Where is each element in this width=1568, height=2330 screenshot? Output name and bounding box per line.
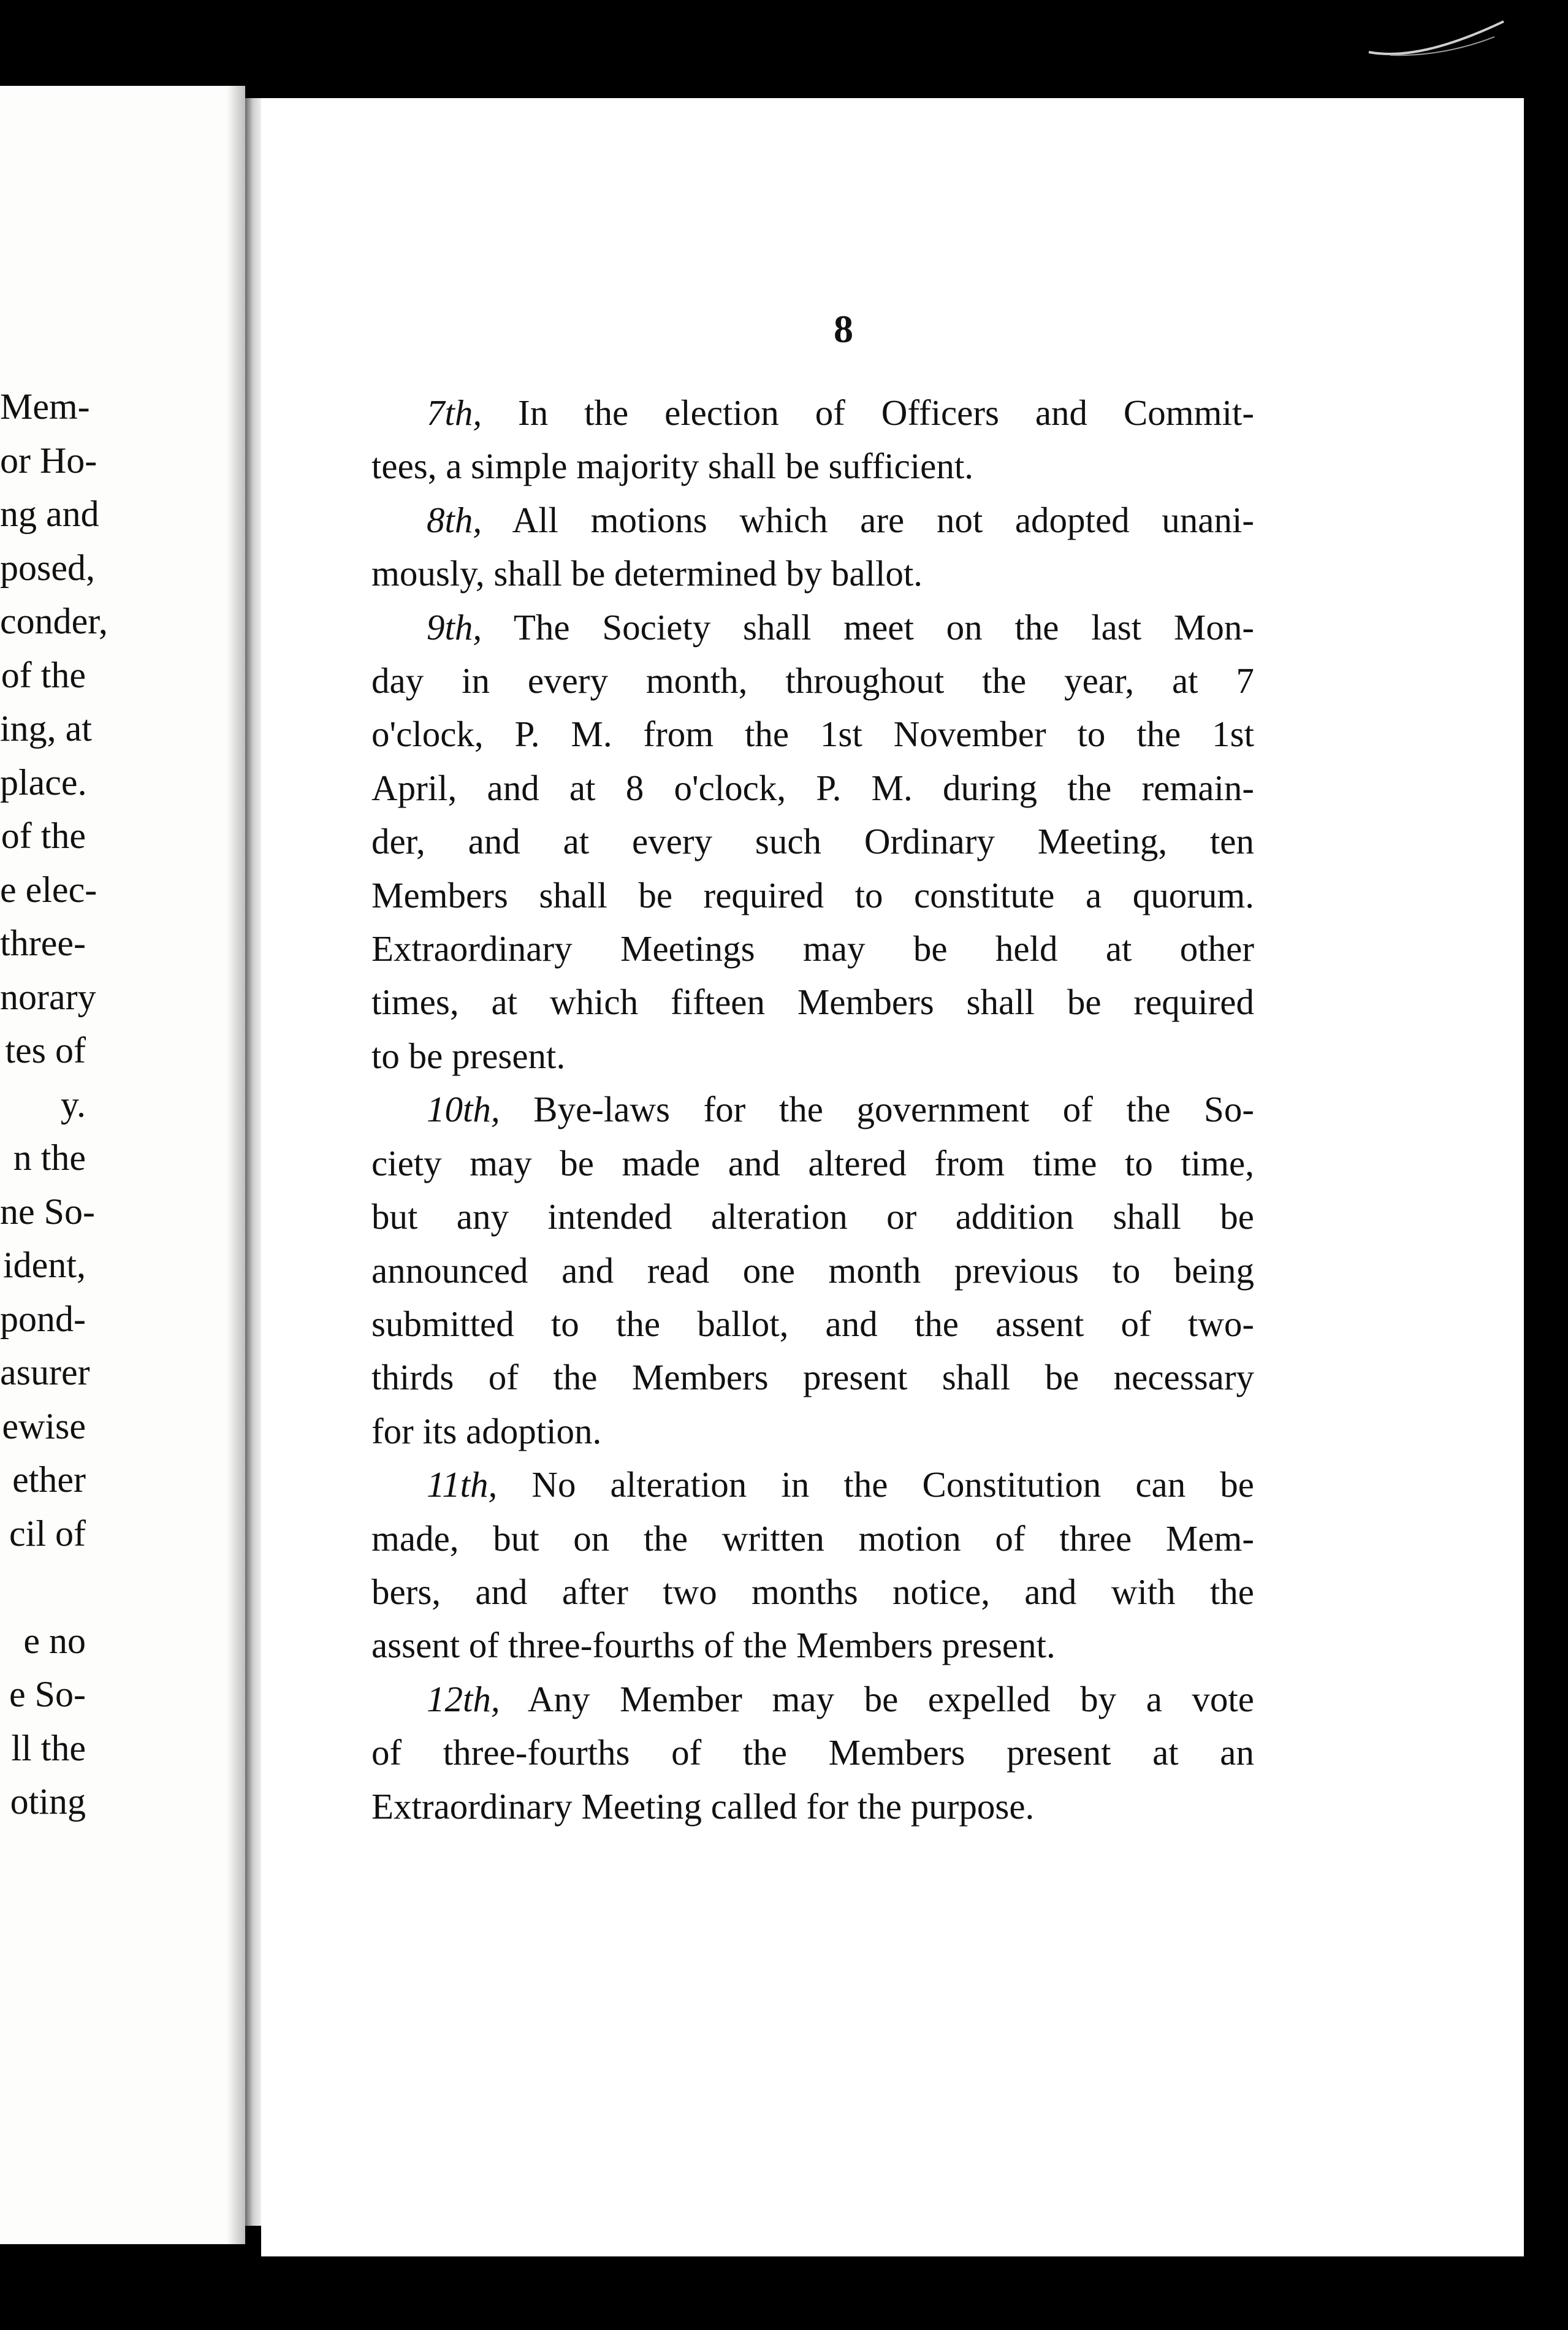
left-page-line: conder, bbox=[0, 601, 108, 641]
text-line bbox=[371, 1458, 1254, 1511]
text-line bbox=[371, 1083, 1254, 1136]
left-page-line: three- bbox=[0, 923, 86, 963]
text-line bbox=[371, 1512, 1254, 1565]
left-page-line: of the bbox=[1, 816, 86, 856]
text-line bbox=[371, 869, 1254, 922]
line-text: to be present. bbox=[371, 1035, 566, 1076]
text-line bbox=[371, 1244, 1254, 1297]
line-text: submitted to the ballot, and the assent of two- bbox=[371, 1303, 1254, 1344]
line-text: bers, and after two months notice, and with the bbox=[371, 1571, 1254, 1612]
left-page-line: ne So- bbox=[0, 1191, 95, 1232]
text-line bbox=[371, 1619, 1254, 1672]
text-line bbox=[371, 1190, 1254, 1243]
line-text: Any Member may be expelled by a vote bbox=[500, 1678, 1254, 1719]
line-text: In the election of Officers and Commit- bbox=[482, 392, 1254, 433]
text-line bbox=[371, 494, 1254, 547]
line-text: Bye-laws for the government of the So- bbox=[500, 1089, 1254, 1130]
line-text: announced and read one month previous to being bbox=[371, 1250, 1254, 1291]
left-page-line: ing, at bbox=[0, 708, 92, 749]
text-line bbox=[371, 386, 1254, 440]
left-page-line: cil of bbox=[9, 1513, 86, 1554]
text-line bbox=[371, 601, 1254, 654]
line-text: Members shall be required to constitute a quorum. bbox=[371, 874, 1254, 915]
left-page-line bbox=[0, 1560, 245, 1614]
left-page-line: ether bbox=[12, 1459, 86, 1500]
text-line bbox=[371, 440, 1254, 493]
page-number: 8 bbox=[834, 307, 853, 351]
left-page bbox=[0, 86, 245, 2244]
text-line bbox=[371, 976, 1254, 1029]
line-text: but any intended alteration or addition shall be bbox=[371, 1196, 1254, 1237]
line-text: Extraordinary Meetings may be held at other bbox=[371, 928, 1254, 969]
text-line bbox=[371, 1297, 1254, 1351]
article-paragraph bbox=[371, 494, 1254, 601]
article-number: 8th, bbox=[427, 499, 482, 540]
left-page-line: place. bbox=[0, 762, 87, 803]
article-number: 11th, bbox=[427, 1464, 498, 1505]
article-number: 7th, bbox=[427, 392, 482, 433]
article-text bbox=[371, 386, 1254, 1833]
line-text: for its adoption. bbox=[371, 1410, 602, 1451]
left-page-line: posed, bbox=[0, 547, 95, 588]
line-text: times, at which fifteen Members shall be required bbox=[371, 982, 1254, 1023]
article-paragraph bbox=[371, 1673, 1254, 1833]
left-page-line: ident, bbox=[3, 1245, 86, 1285]
text-line bbox=[371, 815, 1254, 868]
line-text: thirds of the Members present shall be necessary bbox=[371, 1357, 1254, 1398]
left-page-line: e So- bbox=[9, 1674, 86, 1714]
article-number: 10th, bbox=[427, 1089, 500, 1130]
text-line bbox=[371, 1029, 1254, 1083]
line-text: der, and at every such Ordinary Meeting, ten bbox=[371, 821, 1254, 862]
text-line bbox=[371, 654, 1254, 708]
line-text: All motions which are not adopted unani- bbox=[482, 499, 1254, 540]
left-page-line: n the bbox=[13, 1137, 86, 1178]
left-page-line: Mem- bbox=[0, 386, 90, 427]
line-text: assent of three-fourths of the Members present. bbox=[371, 1625, 1056, 1666]
left-page-line: tes of bbox=[5, 1030, 86, 1071]
text-line bbox=[371, 1405, 1254, 1458]
left-page-line: or Ho- bbox=[0, 440, 97, 481]
article-number: 9th, bbox=[427, 606, 482, 647]
text-line bbox=[371, 1780, 1254, 1833]
text-line bbox=[371, 762, 1254, 815]
line-text: The Society shall meet on the last Mon- bbox=[482, 606, 1254, 647]
book-gutter bbox=[245, 98, 261, 2226]
text-line bbox=[371, 1137, 1254, 1190]
left-page-line: asurer bbox=[0, 1352, 90, 1392]
article-paragraph bbox=[371, 1083, 1254, 1458]
text-line bbox=[371, 1351, 1254, 1404]
line-text: ciety may be made and altered from time to time, bbox=[371, 1142, 1254, 1183]
article-paragraph bbox=[371, 1458, 1254, 1673]
line-text: day in every month, throughout the year, at 7 bbox=[371, 660, 1254, 701]
page-shadow bbox=[227, 86, 245, 2244]
pen-mark bbox=[1366, 18, 1507, 61]
line-text: made, but on the written motion of three Mem- bbox=[371, 1518, 1254, 1559]
right-page bbox=[261, 98, 1524, 2256]
left-page-fragments bbox=[0, 380, 245, 1829]
left-page-line: ng and bbox=[0, 494, 99, 534]
article-paragraph bbox=[371, 386, 1254, 494]
left-page-line: ll the bbox=[11, 1727, 86, 1768]
line-text: tees, a simple majority shall be sufficient. bbox=[371, 446, 973, 487]
text-line bbox=[371, 1726, 1254, 1779]
text-line bbox=[371, 922, 1254, 976]
line-text: of three-fourths of the Members present at an bbox=[371, 1732, 1254, 1773]
left-page-line: ewise bbox=[2, 1405, 86, 1446]
left-page-line: y. bbox=[60, 1083, 86, 1125]
left-page-line: e no bbox=[23, 1620, 86, 1661]
left-page-line: norary bbox=[0, 976, 96, 1017]
line-text: mously, shall be determined by ballot. bbox=[371, 553, 923, 594]
article-number: 12th, bbox=[427, 1678, 500, 1719]
text-line bbox=[371, 1565, 1254, 1619]
left-page-line: pond- bbox=[0, 1298, 86, 1339]
line-text: April, and at 8 o'clock, P. M. during the remain- bbox=[371, 767, 1254, 808]
text-line bbox=[371, 547, 1254, 600]
left-page-line: of the bbox=[1, 654, 86, 695]
text-line bbox=[371, 708, 1254, 761]
line-text: Extraordinary Meeting called for the purpose. bbox=[371, 1786, 1035, 1827]
line-text: o'clock, P. M. from the 1st November to the 1st bbox=[371, 714, 1254, 755]
line-text: No alteration in the Constitution can be bbox=[497, 1464, 1254, 1505]
left-page-line: oting bbox=[10, 1781, 86, 1822]
article-paragraph bbox=[371, 601, 1254, 1083]
text-line bbox=[371, 1673, 1254, 1726]
left-page-line: e elec- bbox=[0, 869, 97, 910]
